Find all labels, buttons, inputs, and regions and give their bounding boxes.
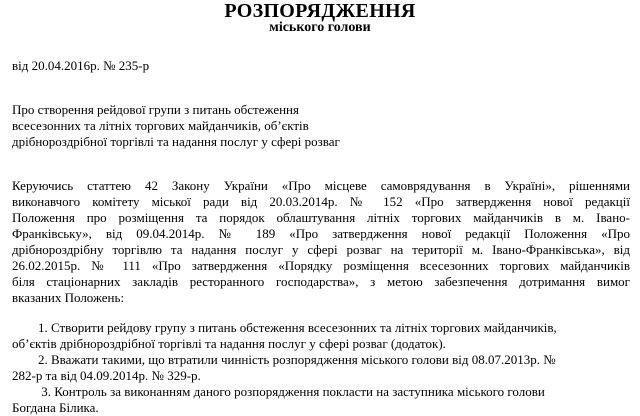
preamble-line: виконавчого комітету міської ради від 20.03.2014р. № 152 «Про затвердження нової редакції: [12, 194, 630, 209]
numbered-items: [12, 320, 630, 416]
item-2-line: 2. Вважати такими, що втратили чинність розпорядження міського голови від 08.07.2013р. №: [12, 352, 556, 367]
item-2-line: 282-р та від 04.09.2014р. № 329-р.: [12, 368, 201, 383]
item-1-line: об’єктів дрібнороздрібної торгівлі та надання послуг у сфері розваг (додаток).: [12, 336, 446, 351]
preamble-line: 26.02.2015р. № 111 «Про затвердження «Порядку розміщення всесезонних торгових майданчиків: [12, 258, 630, 273]
date-number-line: від 20.04.2016р. № 235-р: [12, 58, 150, 73]
subject-line: всесезонних та літніх торгових майданчиків, об’єктів: [12, 118, 309, 133]
preamble-line: Положення про розміщення та порядок облаштування літніх торгових майданчиків в м. Івано-: [12, 210, 630, 225]
item-1-line: 1. Створити рейдову групу з питань обстеження всесезонних та літніх торгових майданчиків,: [12, 320, 557, 335]
document-subtitle: міського голови: [269, 20, 371, 35]
subject-block: [12, 102, 340, 150]
item-3-line: Богдана Білика.: [12, 400, 99, 415]
document-title: РОЗПОРЯДЖЕННЯ: [224, 0, 416, 22]
preamble-line: дрібнороздрібну торгівлю та надання послуг у сфері розваг на території м. Івано-Франківська», від: [12, 242, 630, 257]
preamble-paragraph: [12, 178, 630, 306]
preamble-line: Керуючись статтею 42 Закону України «Про місцеве самоврядування в Україні», рішеннями: [12, 178, 630, 193]
item-3-line: 3. Контроль за виконанням даного розпорядження покласти на заступника міського голови: [12, 384, 545, 399]
subject-line: дрібнороздрібної торгівлі та надання послуг у сфері розваг: [12, 134, 340, 149]
preamble-line: біля стаціонарних закладів ресторанного господарства», з метою забезпечення дотримання вимог: [12, 274, 630, 289]
subject-line: Про створення рейдової групи з питань обстеження: [12, 102, 299, 117]
preamble-line: Франківську», від 09.04.2014р. № 189 «Про затвердження нової редакції Положення «Про: [12, 226, 630, 241]
preamble-line: вказаних Положень:: [12, 290, 125, 305]
